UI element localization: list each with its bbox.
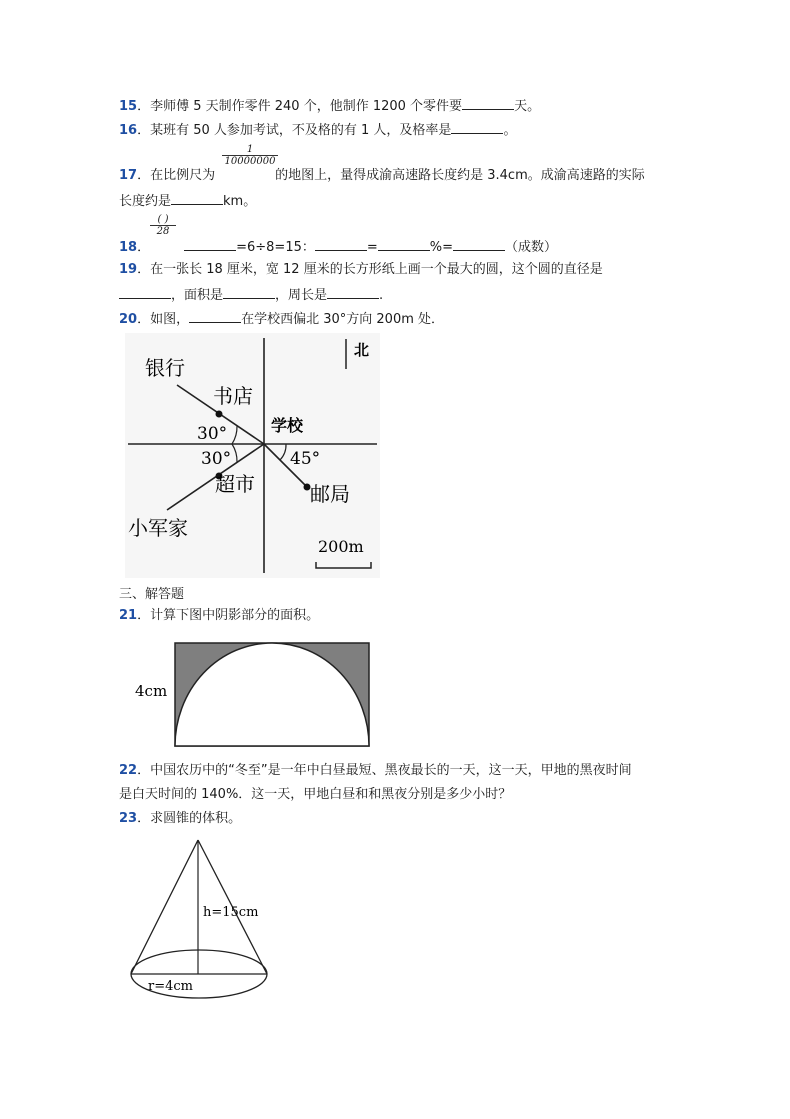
fraction-denominator: 10000000 bbox=[222, 155, 278, 167]
answer-blank[interactable] bbox=[453, 237, 505, 251]
question-text: =6÷8=15： bbox=[236, 240, 315, 255]
question-number: 17 bbox=[119, 168, 138, 183]
fraction-numerator: ( ) bbox=[157, 214, 169, 225]
bank-label: 银行 bbox=[145, 356, 185, 380]
question-number: 23 bbox=[119, 811, 138, 826]
fraction-denominator: 28 bbox=[150, 225, 176, 237]
question-text: %= bbox=[429, 240, 454, 255]
question-text: 。 bbox=[503, 123, 517, 138]
semicircle-figure bbox=[130, 640, 375, 750]
question-text: ．在一张长 18 厘米，宽 12 厘米的长方形纸上画一个最大的圆，这个圆的直径是 bbox=[137, 262, 603, 277]
question-number: 16 bbox=[119, 123, 138, 138]
question-17 bbox=[119, 167, 645, 185]
question-number: 20 bbox=[119, 312, 138, 327]
question-text: ． bbox=[137, 240, 151, 255]
fraction-numerator: 1 bbox=[246, 144, 254, 155]
question-22-cont bbox=[119, 786, 511, 804]
question-number: 18 bbox=[119, 240, 138, 255]
angle-30a-label: 30° bbox=[197, 424, 228, 444]
question-text: ．如图， bbox=[137, 312, 190, 327]
angle-30b-label: 30° bbox=[201, 449, 232, 469]
question-22 bbox=[119, 762, 632, 780]
scale-fraction bbox=[222, 144, 278, 167]
question-17-cont bbox=[119, 191, 256, 211]
question-text: 在学校西偏北 30°方向 200m 处． bbox=[241, 312, 445, 327]
question-text: 的地图上，量得成渝高速路长度约是 3.4cm。成渝高速路的实际 bbox=[275, 168, 645, 183]
question-text: ．求圆锥的体积。 bbox=[137, 811, 242, 826]
answer-blank[interactable] bbox=[119, 285, 171, 299]
question-text: （成数） bbox=[505, 240, 558, 255]
question-text: . bbox=[379, 288, 384, 303]
answer-blank[interactable] bbox=[327, 285, 379, 299]
question-20 bbox=[119, 309, 444, 329]
answer-blank[interactable] bbox=[184, 237, 236, 251]
question-text: 天。 bbox=[514, 99, 541, 114]
question-text: ．李师傅 5 天制作零件 240 个，他制作 1200 个零件要 bbox=[137, 99, 463, 114]
question-text: km。 bbox=[223, 194, 257, 209]
question-19-cont bbox=[119, 285, 383, 305]
side-length-label: 4cm bbox=[135, 682, 168, 700]
answer-blank[interactable] bbox=[171, 191, 223, 205]
question-19 bbox=[119, 261, 603, 279]
question-text: ．计算下图中阴影部分的面积。 bbox=[137, 608, 320, 623]
question-text: 长度约是 bbox=[119, 194, 172, 209]
section-heading: 三、解答题 bbox=[119, 587, 185, 602]
question-text: = bbox=[366, 240, 378, 255]
question-21 bbox=[119, 607, 319, 625]
school-label: 学校 bbox=[271, 416, 304, 435]
answer-blank[interactable] bbox=[189, 309, 241, 323]
question-number: 19 bbox=[119, 262, 138, 277]
question-text: ．中国农历中的“冬至”是一年中白昼最短、黑夜最长的一天，这一天，甲地的黑夜时间 bbox=[137, 763, 632, 778]
angle-45-label: 45° bbox=[290, 449, 321, 469]
question-number: 22 bbox=[119, 763, 138, 778]
question-number: 21 bbox=[119, 608, 138, 623]
answer-blank[interactable] bbox=[223, 285, 275, 299]
answer-blank[interactable] bbox=[378, 237, 430, 251]
question-18 bbox=[119, 237, 557, 257]
bookstore-label: 书店 bbox=[213, 384, 253, 408]
north-label: 北 bbox=[354, 341, 370, 359]
question-15 bbox=[119, 96, 540, 116]
cone-figure bbox=[128, 836, 273, 1016]
answer-blank[interactable] bbox=[315, 237, 367, 251]
question-number: 15 bbox=[119, 99, 138, 114]
question-text: ，面积是 bbox=[171, 288, 224, 303]
question-16 bbox=[119, 120, 516, 140]
bookstore-point bbox=[216, 411, 223, 418]
question-text: ，周长是 bbox=[275, 288, 328, 303]
market-label: 超市 bbox=[215, 472, 255, 496]
post-label: 邮局 bbox=[310, 482, 350, 506]
home-label: 小军家 bbox=[128, 516, 188, 540]
question-text: 是白天时间的 140%．这一天，甲地白昼和和黑夜分别是多少小时？ bbox=[119, 787, 512, 802]
radius-label: r=4cm bbox=[148, 979, 193, 994]
answer-blank[interactable] bbox=[462, 96, 514, 110]
question-23 bbox=[119, 810, 241, 828]
ratio-fraction bbox=[150, 214, 176, 237]
answer-blank[interactable] bbox=[451, 120, 503, 134]
question-text: ．在比例尺为 bbox=[137, 168, 216, 183]
direction-map bbox=[125, 333, 380, 578]
scale-label: 200m bbox=[318, 537, 364, 556]
question-text: ．某班有 50 人参加考试，不及格的有 1 人，及格率是 bbox=[137, 123, 452, 138]
height-label: h=15cm bbox=[203, 905, 259, 920]
